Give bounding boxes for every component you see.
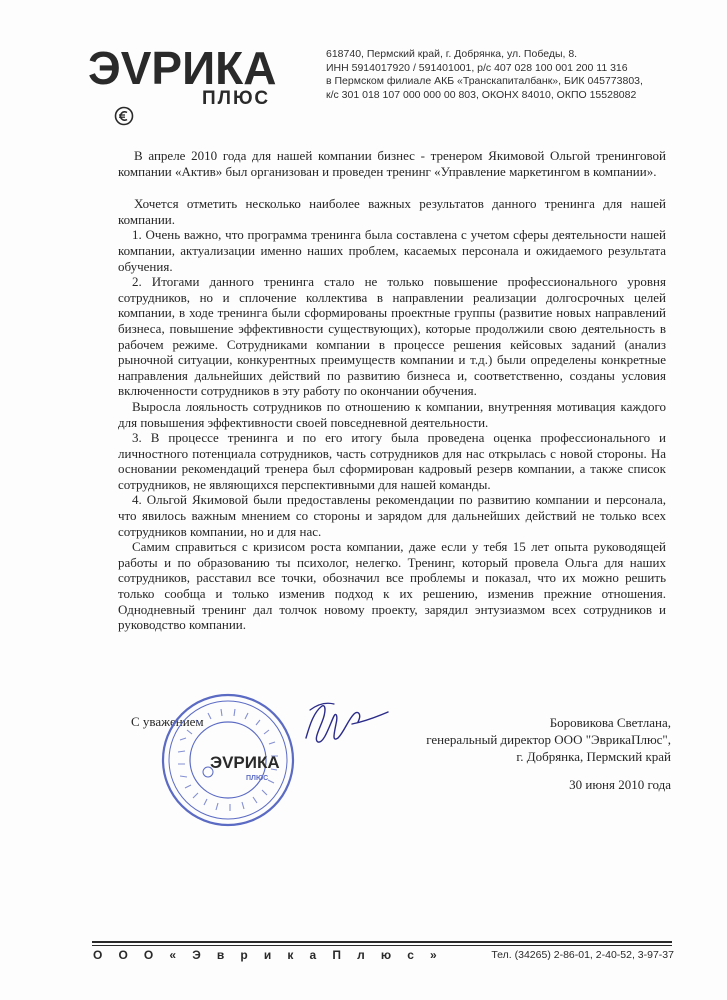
stamp-euro-icon: [203, 767, 213, 777]
letter-paragraph: 4. Ольгой Якимовой были предоставлены рекомендации по развитию компании и персонала, что явилось важным мнением со стороны и зарядом для дальнейших действий не только всех сотрудников компании, но и для нас.: [118, 492, 666, 539]
logo-wordmark: ЭVРИКА: [88, 42, 277, 94]
letter-date: 30 июня 2010 года: [569, 777, 671, 792]
footer-phone: Тел. (34265) 2-86-01, 2-40-52, 3-97-37: [491, 949, 674, 961]
requisites-line: ИНН 5914017920 / 591401001, р/с 407 028 100 001 200 11 316: [326, 61, 628, 74]
stamp-logo-subtitle: ПЛЮС: [246, 775, 269, 782]
letter-paragraph: Самим справиться с кризисом роста компании, даже если у тебя 15 лет опыта руководящей работы и по образованию ты психолог, нелегко. Тренинг, который провела Ольга для наших сотрудников, расставил все точки, обозначил все проблемы и показал, что их можно решить только сообща и только изменив подход к их решению, изменив прежние отношения. Однодневный тренинг дал толчок новому проекту, зарядил энтузиазмом всех сотрудников и руководство компании.: [118, 539, 666, 633]
signer-block: [371, 714, 671, 765]
signer-name: Боровикова Светлана,: [549, 715, 671, 730]
logo-euro-icon: [114, 106, 134, 126]
requisites-line: к/с 301 018 107 000 000 00 803, ОКОНХ 84010, ОКПО 15528082: [326, 88, 637, 101]
letter-paragraph: 2. Итогами данного тренинга стало не только повышение профессионального уровня сотрудников, но и сплочение коллектива в направлении реализации долгосрочных целей компании, в ходе тренинга были сформированы проектные группы (развитие новых направлений бизнеса, повышение эффективности существующих), которые продолжили свою деятельность в рабочем режиме. Сотрудниками компании в процессе решения кейсовых заданий (анализ рыночной ситуации, конкурентных преимуществ компании и т.д.) были определены конкретные направления дальнейших действий по развитию бизнеса и, соответственно, созданы условия включенности сотрудников в эту работу по окончании обучения.: [118, 274, 666, 399]
letter-paragraph: Хочется отметить несколько наиболее важных результатов данного тренинга для нашей компании.: [118, 196, 666, 227]
logo-subtitle: ПЛЮС: [202, 88, 271, 109]
footer-divider: [92, 941, 672, 943]
footer-divider: [92, 945, 672, 946]
stamp-logo-text: ЭVРИКА: [210, 753, 280, 772]
letter-paragraph: Выросла лояльность сотрудников по отношению к компании, внутренняя мотивация каждого для повышения эффективности своей повседневной деятельности.: [118, 398, 666, 430]
company-logo: [88, 36, 288, 116]
letter-paragraph: 3. В процессе тренинга и по его итогу была проведена оценка профессионального и личностного потенциала сотрудников, часть сотрудников для нас открылась с новой стороны. На основании рекомендаций тренера был сформирован кадровый резерв компании, а также список сотрудников, не являющихся перспективными для нашей команды.: [118, 430, 666, 492]
requisites-line: 618740, Пермский край, г. Добрянка, ул. Победы, 8.: [326, 48, 578, 60]
company-stamp: [160, 692, 296, 828]
company-requisites: [326, 48, 666, 102]
letter-paragraph: 1. Очень важно, что программа тренинга была составлена с учетом сферы деятельности нашей компании, актуализации именно наших проблем, касаемых персонала и ожидаемого результата обучения.: [118, 227, 666, 274]
letter-paragraph: В апреле 2010 года для нашей компании бизнес - тренером Якимовой Ольгой тренинговой компании «Актив» был организован и проведен тренинг «Управление маркетингом в компании».: [118, 148, 666, 179]
letter-body: [118, 148, 666, 633]
requisites-line: в Пермском филиале АКБ «Транскапиталбанк», БИК 045773803,: [326, 75, 643, 87]
closing-regards: С уважением: [131, 714, 204, 729]
signer-location: г. Добрянка, Пермский край: [516, 749, 671, 764]
signer-position: генеральный директор ООО "ЭврикаПлюс",: [426, 732, 671, 747]
footer-company-name: О О О « Э в р и к а П л ю с »: [93, 948, 444, 962]
